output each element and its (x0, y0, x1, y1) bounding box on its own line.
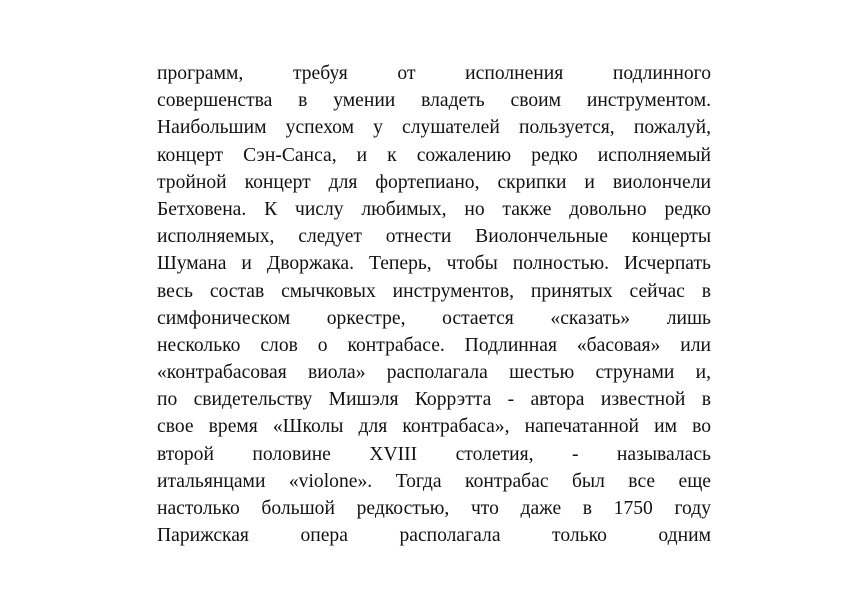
text-line: итальянцами «violone». Тогда контрабас был все еще (157, 470, 711, 492)
text-line: симфоническом оркестре, остается «сказать» лишь (157, 307, 711, 329)
text-line: второй половине XVIII столетия, - называлась (157, 443, 711, 465)
text-line: по свидетельству Мишэля Коррэтта - автора известной в (157, 389, 711, 411)
text-line: свое время «Школы для контрабаса», напечатанной им во (157, 416, 711, 438)
text-line: весь состав смычковых инструментов, принятых сейчас в (157, 280, 711, 302)
text-line: концерт Сэн-Санса, и к сожалению редко исполняемый (157, 144, 711, 166)
text-line: Бетховена. К числу любимых, но также довольно редко (157, 198, 711, 220)
body-paragraph (157, 60, 711, 549)
text-line: «контрабасовая виола» располагала шестью струнами и, (157, 362, 711, 384)
text-line: несколько слов о контрабасе. Подлинная «басовая» или (157, 334, 711, 356)
text-line: исполняемых, следует отнести Виолончельные концерты (157, 226, 711, 248)
text-line: программ, требуя от исполнения подлинного (157, 63, 711, 84)
text-line: Наибольшим успехом у слушателей пользуется, пожалуй, (157, 117, 711, 139)
text-line: совершенства в умении владеть своим инструментом. (157, 90, 711, 112)
text-line: тройной концерт для фортепиано, скрипки и виолончели (157, 171, 711, 193)
text-line: Парижская опера располагала только одним (157, 525, 711, 547)
text-line: настолько большой редкостью, что даже в 1750 году (157, 498, 711, 519)
text-line: Шумана и Дворжака. Теперь, чтобы полностью. Исчерпать (157, 253, 711, 275)
